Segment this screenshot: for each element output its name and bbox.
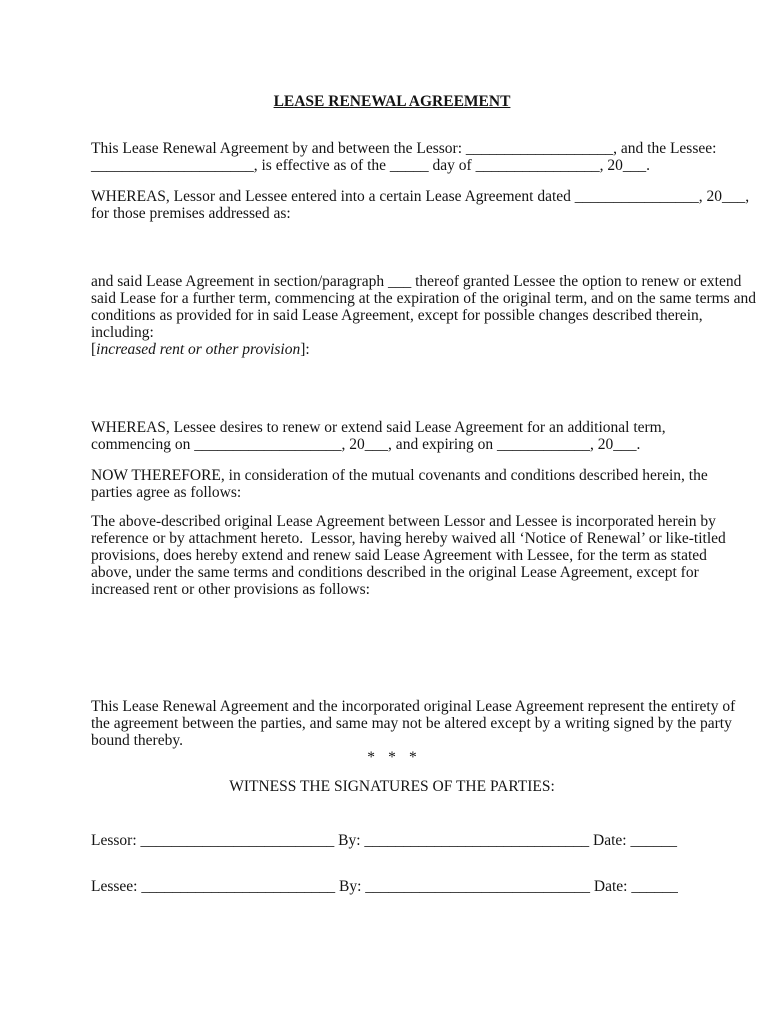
whereas-dated-paragraph (91, 188, 750, 222)
lessee-signature-row (91, 878, 693, 895)
lessor-label: Lessor: (91, 832, 137, 849)
lessor-name-blank[interactable]: _________________________ (140, 832, 335, 849)
text-line: increased rent or other provisions as follows: (91, 581, 370, 598)
text-line: reference or by attachment hereto. Lessor, having hereby waived all ‘Notice of Renewal’ or like-titled (91, 530, 726, 547)
text-line: WHEREAS, Lessor and Lessee entered into a certain Lease Agreement dated ________________, 20___, (91, 188, 750, 205)
provision-placeholder-text: increased rent or other provision (96, 341, 301, 358)
lessee-date-blank[interactable]: ______ (631, 878, 678, 895)
lessee-label: Lessee: (91, 878, 138, 895)
text-line: above, under the same terms and conditions described in the original Lease Agreement, except for (91, 564, 699, 581)
bracket-open: [ (91, 341, 97, 358)
text-line: WHEREAS, Lessee desires to renew or extend said Lease Agreement for an additional term, (91, 419, 666, 436)
lessor-signature-row (91, 832, 693, 849)
entirety-paragraph (91, 698, 736, 749)
lessee-name-blank[interactable]: _________________________ (141, 878, 336, 895)
text-line: the agreement between the parties, and same may not be altered except by a writing signed by the party (91, 715, 732, 732)
by-label: By: (338, 878, 362, 895)
text-line: and said Lease Agreement in section/paragraph ___ thereof granted Lessee the option to renew or extend (91, 273, 742, 290)
by-label: By: (338, 832, 361, 849)
text-line: The above-described original Lease Agreement between Lessor and Lessee is incorporated herein by (91, 513, 716, 530)
intro-paragraph (91, 140, 717, 174)
text-line: bound thereby. (91, 732, 183, 749)
text-line: including: (91, 324, 154, 341)
option-clause-paragraph (91, 273, 756, 358)
section-separator: * * * (367, 749, 417, 766)
lessor-by-blank[interactable]: _____________________________ (364, 832, 590, 849)
date-label: Date: (593, 878, 628, 895)
lessee-by-blank[interactable]: _____________________________ (365, 878, 591, 895)
text-line: provisions, does hereby extend and renew said Lease Agreement with Lessee, for the term as stated (91, 547, 707, 564)
incorporation-paragraph (91, 513, 726, 598)
bracket-close: ]: (300, 341, 310, 358)
text-line: for those premises addressed as: (91, 205, 291, 222)
text-line: This Lease Renewal Agreement and the incorporated original Lease Agreement represent the entirety of (91, 698, 736, 715)
provision-note-line (91, 341, 693, 358)
text-line: parties agree as follows: (91, 484, 242, 501)
document-title: LEASE RENEWAL AGREEMENT (273, 93, 511, 110)
text-line: commencing on ___________________, 20___, and expiring on ____________, 20___. (91, 436, 641, 453)
text-line: This Lease Renewal Agreement by and between the Lessor: ___________________, and the Lessee: (91, 140, 717, 157)
text-line: said Lease for a further term, commencing at the expiration of the original term, and on the same terms and (91, 290, 756, 307)
date-label: Date: (593, 832, 627, 849)
witness-heading: WITNESS THE SIGNATURES OF THE PARTIES: (229, 778, 555, 795)
text-line: NOW THEREFORE, in consideration of the mutual covenants and conditions described herein, the (91, 467, 708, 484)
text-line: _____________________, is effective as of the _____ day of ________________, 20___. (91, 157, 650, 174)
whereas-renewal-paragraph (91, 419, 693, 453)
lessor-date-blank[interactable]: ______ (630, 832, 677, 849)
now-therefore-paragraph (91, 467, 708, 501)
text-line: conditions as provided for in said Lease Agreement, except for possible changes described therein, (91, 307, 703, 324)
